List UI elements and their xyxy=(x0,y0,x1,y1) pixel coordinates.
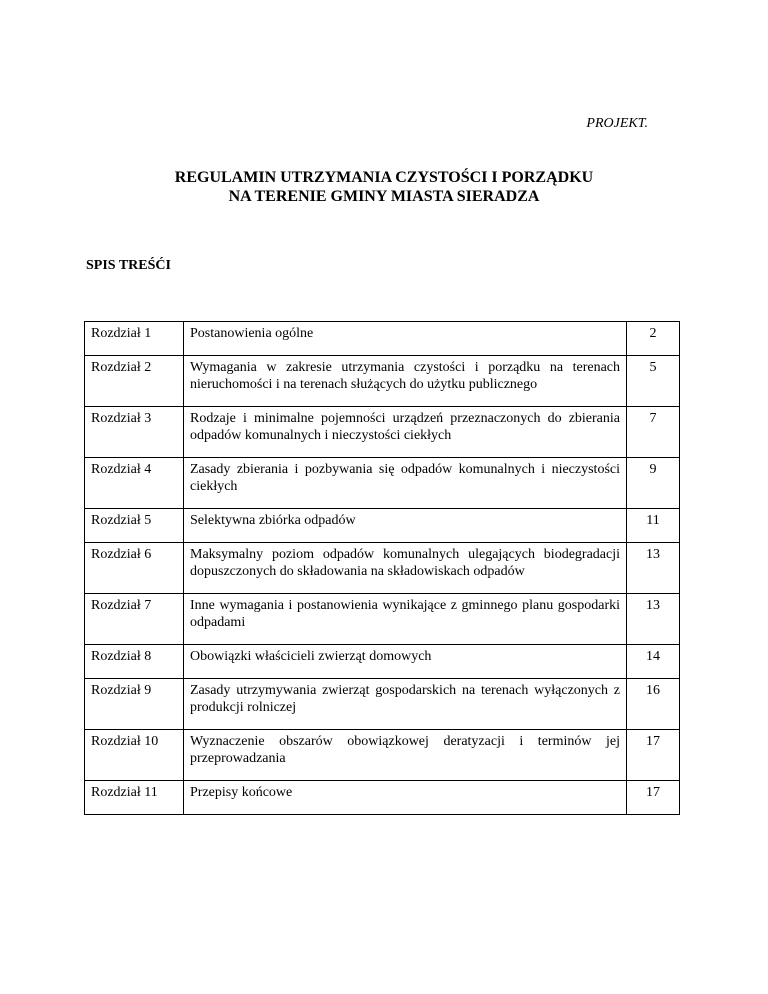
chapter-title: Selektywna zbiórka odpadów xyxy=(184,509,627,543)
page-number: 7 xyxy=(627,407,680,458)
chapter-number: Rozdział 10 xyxy=(85,730,184,781)
table-row xyxy=(85,356,680,407)
chapter-number: Rozdział 1 xyxy=(85,322,184,356)
chapter-number: Rozdział 2 xyxy=(85,356,184,407)
table-row xyxy=(85,543,680,594)
page-number: 17 xyxy=(627,730,680,781)
table-row xyxy=(85,407,680,458)
chapter-number: Rozdział 7 xyxy=(85,594,184,645)
chapter-number: Rozdział 5 xyxy=(85,509,184,543)
page-number: 13 xyxy=(627,543,680,594)
chapter-number: Rozdział 9 xyxy=(85,679,184,730)
page-number: 11 xyxy=(627,509,680,543)
chapter-number: Rozdział 4 xyxy=(85,458,184,509)
chapter-title: Zasady utrzymywania zwierząt gospodarskich na terenach wyłączonych z produkcji rolniczej xyxy=(184,679,627,730)
table-row xyxy=(85,458,680,509)
table-row xyxy=(85,679,680,730)
chapter-title: Postanowienia ogólne xyxy=(184,322,627,356)
table-row xyxy=(85,322,680,356)
chapter-title: Wyznaczenie obszarów obowiązkowej deratyzacji i terminów jej przeprowadzania xyxy=(184,730,627,781)
chapter-title: Obowiązki właścicieli zwierząt domowych xyxy=(184,645,627,679)
table-row xyxy=(85,509,680,543)
project-label: PROJEKT. xyxy=(586,116,648,131)
table-of-contents xyxy=(84,321,680,815)
table-row xyxy=(85,730,680,781)
page-number: 14 xyxy=(627,645,680,679)
chapter-title: Zasady zbierania i pozbywania się odpadów komunalnych i nieczystości ciekłych xyxy=(184,458,627,509)
table-row xyxy=(85,781,680,815)
page-number: 13 xyxy=(627,594,680,645)
document-title xyxy=(0,168,768,206)
table-row xyxy=(85,645,680,679)
chapter-number: Rozdział 8 xyxy=(85,645,184,679)
chapter-title: Maksymalny poziom odpadów komunalnych ulegających biodegradacji dopuszczonych do składowania na składowiskach odpadów xyxy=(184,543,627,594)
page-number: 5 xyxy=(627,356,680,407)
chapter-number: Rozdział 3 xyxy=(85,407,184,458)
document-title-line-1: REGULAMIN UTRZYMANIA CZYSTOŚCI I PORZĄDKU xyxy=(174,169,594,186)
page-number: 17 xyxy=(627,781,680,815)
chapter-title: Przepisy końcowe xyxy=(184,781,627,815)
table-row xyxy=(85,594,680,645)
page-number: 2 xyxy=(627,322,680,356)
chapter-number: Rozdział 6 xyxy=(85,543,184,594)
page-number: 16 xyxy=(627,679,680,730)
page-number: 9 xyxy=(627,458,680,509)
chapter-title: Wymagania w zakresie utrzymania czystości i porządku na terenach nieruchomości i na terenach służących do użytku publicznego xyxy=(184,356,627,407)
chapter-title: Rodzaje i minimalne pojemności urządzeń przeznaczonych do zbierania odpadów komunalnych i nieczystości ciekłych xyxy=(184,407,627,458)
chapter-title: Inne wymagania i postanowienia wynikające z gminnego planu gospodarki odpadami xyxy=(184,594,627,645)
toc-heading: SPIS TREŚĆI xyxy=(86,258,171,273)
document-title-line-2: NA TERENIE GMINY MIASTA SIERADZA xyxy=(228,188,540,205)
chapter-number: Rozdział 11 xyxy=(85,781,184,815)
